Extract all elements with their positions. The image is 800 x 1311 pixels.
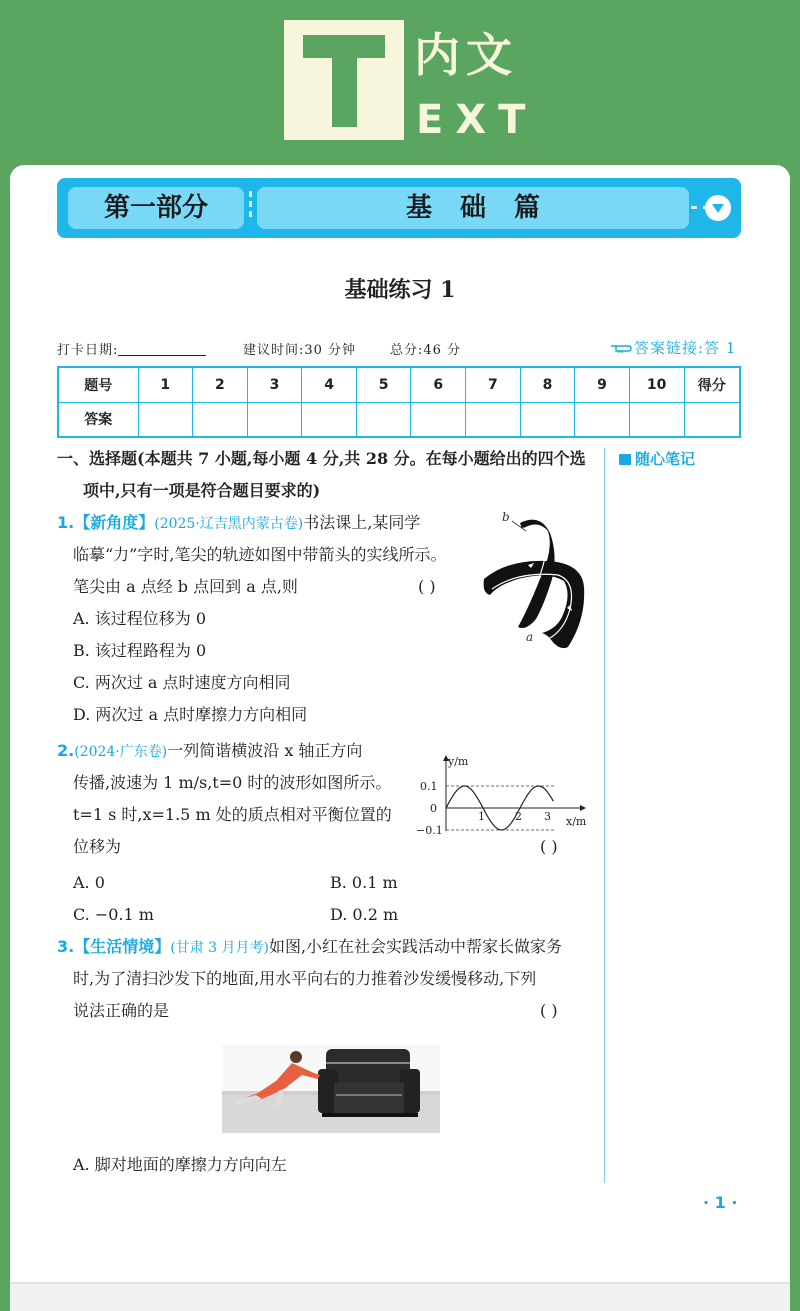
y-tick-bottom: −0.1 [416, 824, 443, 837]
calligraphy-li-figure [478, 509, 596, 649]
pointing-hand-icon [610, 342, 634, 354]
q2-option-c[interactable]: C. −0.1 m [73, 905, 154, 924]
answer-cell[interactable] [575, 402, 630, 437]
table-header-cell: 答案 [58, 402, 138, 437]
q2-option-b[interactable]: B. 0.1 m [330, 873, 398, 892]
checkin-date-blank [118, 343, 206, 356]
q2-number: 2. [57, 741, 75, 760]
question-number-cell: 1 [138, 367, 193, 402]
answer-link-label: 答案链接:答 1 [634, 339, 737, 357]
question-number-cell: 2 [193, 367, 248, 402]
answer-link[interactable] [610, 337, 736, 358]
q3-option-a[interactable]: A. 脚对地面的摩擦力方向向左 [73, 1155, 287, 1174]
q1-answer-paren[interactable]: ( ) [418, 577, 436, 596]
answer-cell[interactable] [138, 402, 193, 437]
answer-cell[interactable] [302, 402, 357, 437]
table-row [58, 402, 740, 437]
answer-cell[interactable] [356, 402, 411, 437]
question-number-cell: 5 [356, 367, 411, 402]
q2-text4: 位移为 [73, 837, 122, 856]
question-number-cell: 4 [302, 367, 357, 402]
q1-text3: 笔尖由 a 点经 b 点回到 a 点,则 [73, 577, 298, 596]
section-banner [57, 178, 741, 238]
q3-text2: 时,为了清扫沙发下的地面,用水平向右的力推着沙发缓慢移动,下列 [73, 969, 537, 988]
x-tick-3: 3 [544, 810, 551, 823]
q1-option-a[interactable]: A. 该过程位移为 0 [73, 609, 206, 628]
q3-source: (甘肃 3 月月考) [170, 940, 269, 956]
wave-graph [414, 751, 598, 837]
y-axis-label: y/m [448, 755, 469, 768]
q2-source: (2024·广东卷) [74, 744, 168, 760]
section-heading-line2: 项中,只有一项是符合题目要求的) [83, 481, 321, 500]
point-a-label: a [526, 630, 534, 644]
logo-letter-t-icon [284, 20, 404, 140]
q2-option-a[interactable]: A. 0 [73, 873, 105, 892]
question-number-cell: 6 [411, 367, 466, 402]
page-title: 基础练习 1 [344, 277, 456, 303]
question-number-cell: 9 [575, 367, 630, 402]
answer-cell[interactable] [411, 402, 466, 437]
q2-answer-paren[interactable]: ( ) [540, 837, 558, 856]
total-score: 总分:46 分 [390, 343, 462, 358]
q1-option-d[interactable]: D. 两次过 a 点时摩擦力方向相同 [73, 705, 308, 724]
chevron-down-icon[interactable] [705, 195, 731, 221]
q1-number: 1. [57, 513, 75, 532]
page-number: · 1 · [703, 1193, 738, 1212]
banner-section: 基础篇 [257, 187, 689, 229]
q3-text3: 说法正确的是 [73, 1001, 170, 1020]
answer-cell[interactable] [629, 402, 684, 437]
q2-line1 [57, 735, 362, 768]
sofa-push-photo [222, 1045, 440, 1133]
score-cell[interactable] [684, 402, 740, 437]
q1-tag: 【新角度】 [74, 513, 155, 532]
page [10, 165, 790, 1311]
question-number-cell: 3 [247, 367, 302, 402]
answer-cell[interactable] [520, 402, 575, 437]
q1-text2: 临摹“力”字时,笔尖的轨迹如图中带箭头的实线所示。 [73, 545, 447, 564]
q1-option-b[interactable]: B. 该过程路程为 0 [73, 641, 207, 660]
header-title-en: EXT [416, 97, 538, 143]
q1-line1 [57, 507, 420, 540]
q3-line1 [57, 931, 562, 964]
y-tick-zero: 0 [430, 802, 437, 815]
notes-heading [619, 448, 695, 469]
table-header-cell: 题号 [58, 367, 138, 402]
notebook-icon [619, 454, 631, 465]
table-row [58, 367, 740, 402]
q1-text1: 书法课上,某同学 [303, 513, 421, 532]
banner-separator [246, 191, 256, 225]
q1-source: (2025·辽吉黑内蒙古卷) [154, 516, 304, 532]
notes-divider [604, 448, 605, 1183]
question-number-cell: 10 [629, 367, 684, 402]
x-tick-2: 2 [515, 810, 522, 823]
q3-text1: 如图,小红在社会实践活动中帮家长做家务 [268, 937, 563, 956]
q3-answer-paren[interactable]: ( ) [540, 1001, 558, 1020]
y-tick-top: 0.1 [420, 780, 438, 793]
q3-tag: 【生活情境】 [74, 937, 171, 956]
score-header-cell: 得分 [684, 367, 740, 402]
q2-option-d[interactable]: D. 0.2 m [330, 905, 399, 924]
q1-option-c[interactable]: C. 两次过 a 点时速度方向相同 [73, 673, 291, 692]
q3-number: 3. [57, 937, 75, 956]
logo-box [284, 20, 404, 140]
notes-label: 随心笔记 [635, 450, 696, 468]
answer-cell[interactable] [247, 402, 302, 437]
question-number-cell: 8 [520, 367, 575, 402]
point-b-label: b [502, 510, 510, 524]
header [0, 0, 800, 165]
answer-table [57, 366, 741, 438]
suggested-time: 建议时间:30 分钟 [243, 343, 357, 358]
checkin-date-label: 打卡日期: [57, 343, 119, 358]
q2-text3: t=1 s 时,x=1.5 m 处的质点相对平衡位置的 [73, 805, 392, 824]
header-title-cn: 内文 [414, 28, 518, 82]
section-heading-line1: 一、选择题(本题共 7 小题,每小题 4 分,共 28 分。在每小题给出的四个选 [57, 449, 586, 468]
answer-cell[interactable] [193, 402, 248, 437]
q2-text2: 传播,波速为 1 m/s,t=0 时的波形如图所示。 [73, 773, 392, 792]
x-tick-1: 1 [478, 810, 485, 823]
page-bottom-strip [10, 1284, 790, 1311]
x-axis-label: x/m [566, 815, 587, 828]
q2-text1: 一列简谐横波沿 x 轴正方向 [167, 741, 363, 760]
checkin-date [57, 339, 206, 358]
answer-cell[interactable] [466, 402, 521, 437]
question-number-cell: 7 [466, 367, 521, 402]
banner-part: 第一部分 [68, 187, 244, 229]
